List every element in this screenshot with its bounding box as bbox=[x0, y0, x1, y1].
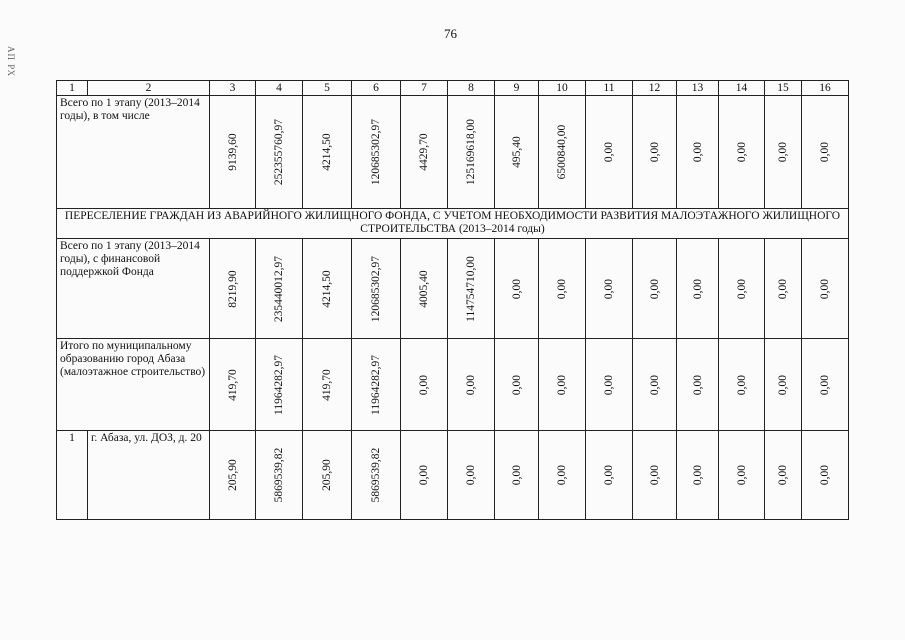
value-cell: 8219,90 bbox=[210, 239, 256, 339]
value-cell: 125169618,00 bbox=[448, 96, 495, 209]
table-row bbox=[57, 339, 849, 431]
value-cell: 0,00 bbox=[586, 239, 633, 339]
header-cell: 11 bbox=[586, 81, 633, 96]
row-label: Итого по муниципальному образованию город Абаза (малоэтажное строительство) bbox=[57, 339, 210, 431]
resettlement-table bbox=[56, 80, 849, 520]
row-label: Всего по 1 этапу (2013–2014 годы), с финансовой поддержкой Фонда bbox=[57, 239, 210, 339]
value-cell: 495,40 bbox=[495, 96, 539, 209]
table-row bbox=[57, 431, 849, 520]
value-cell: 0,00 bbox=[586, 339, 633, 431]
header-cell: 1 bbox=[57, 81, 88, 96]
value-cell: 0,00 bbox=[765, 96, 802, 209]
header-cell: 2 bbox=[88, 81, 210, 96]
value-cell: 0,00 bbox=[719, 339, 765, 431]
value-cell: 4214,50 bbox=[303, 239, 352, 339]
header-cell: 9 bbox=[495, 81, 539, 96]
value-cell: 0,00 bbox=[802, 239, 849, 339]
table-row bbox=[57, 239, 849, 339]
value-cell: 11964282,97 bbox=[352, 339, 401, 431]
value-cell: 0,00 bbox=[633, 339, 677, 431]
value-cell: 0,00 bbox=[719, 431, 765, 520]
header-cell: 7 bbox=[401, 81, 448, 96]
header-cell: 10 bbox=[539, 81, 586, 96]
value-cell: 0,00 bbox=[765, 431, 802, 520]
value-cell: 0,00 bbox=[677, 96, 719, 209]
value-cell: 114754710,00 bbox=[448, 239, 495, 339]
value-cell: 11964282,97 bbox=[256, 339, 303, 431]
value-cell: 0,00 bbox=[802, 431, 849, 520]
value-cell: 5869539,82 bbox=[256, 431, 303, 520]
value-cell: 0,00 bbox=[448, 339, 495, 431]
value-cell: 252355760,97 bbox=[256, 96, 303, 209]
header-cell: 16 bbox=[802, 81, 849, 96]
header-cell: 8 bbox=[448, 81, 495, 96]
value-cell: 235440012,97 bbox=[256, 239, 303, 339]
value-cell: 4005,40 bbox=[401, 239, 448, 339]
header-cell: 14 bbox=[719, 81, 765, 96]
value-cell: 0,00 bbox=[802, 339, 849, 431]
value-cell: 0,00 bbox=[586, 431, 633, 520]
archive-stamp: АП РХ bbox=[6, 46, 16, 78]
header-cell: 15 bbox=[765, 81, 802, 96]
value-cell: 4429,70 bbox=[401, 96, 448, 209]
value-cell: 0,00 bbox=[677, 239, 719, 339]
row-index: 1 bbox=[57, 431, 88, 520]
value-cell: 0,00 bbox=[448, 431, 495, 520]
value-cell: 205,90 bbox=[303, 431, 352, 520]
value-cell: 0,00 bbox=[495, 339, 539, 431]
value-cell: 5869539,82 bbox=[352, 431, 401, 520]
value-cell: 0,00 bbox=[677, 339, 719, 431]
header-cell: 5 bbox=[303, 81, 352, 96]
value-cell: 0,00 bbox=[677, 431, 719, 520]
header-cell: 12 bbox=[633, 81, 677, 96]
value-cell: 0,00 bbox=[719, 239, 765, 339]
value-cell: 0,00 bbox=[539, 431, 586, 520]
value-cell: 9139,60 bbox=[210, 96, 256, 209]
value-cell: 205,90 bbox=[210, 431, 256, 520]
page-number: 76 bbox=[444, 26, 457, 41]
table-row bbox=[57, 96, 849, 209]
value-cell: 0,00 bbox=[765, 239, 802, 339]
value-cell: 0,00 bbox=[495, 431, 539, 520]
section-title: ПЕРЕСЕЛЕНИЕ ГРАЖДАН ИЗ АВАРИЙНОГО ЖИЛИЩНОГО ФОНДА, С УЧЕТОМ НЕОБХОДИМОСТИ РАЗВИТИЯ МАЛОЭТАЖНОГО ЖИЛИЩНОГО СТРОИТЕЛЬСТВА (2013–2014 годы) bbox=[57, 209, 849, 239]
header-cell: 4 bbox=[256, 81, 303, 96]
value-cell: 0,00 bbox=[401, 339, 448, 431]
row-label: г. Абаза, ул. ДОЗ, д. 20 bbox=[88, 431, 210, 520]
value-cell: 0,00 bbox=[401, 431, 448, 520]
value-cell: 0,00 bbox=[495, 239, 539, 339]
value-cell: 6500840,00 bbox=[539, 96, 586, 209]
value-cell: 0,00 bbox=[539, 339, 586, 431]
header-row bbox=[57, 81, 849, 96]
value-cell: 0,00 bbox=[633, 96, 677, 209]
header-cell: 6 bbox=[352, 81, 401, 96]
value-cell: 0,00 bbox=[719, 96, 765, 209]
value-cell: 0,00 bbox=[802, 96, 849, 209]
row-label: Всего по 1 этапу (2013–2014 годы), в том числе bbox=[57, 96, 210, 209]
value-cell: 120685302,97 bbox=[352, 96, 401, 209]
value-cell: 0,00 bbox=[539, 239, 586, 339]
value-cell: 419,70 bbox=[210, 339, 256, 431]
value-cell: 419,70 bbox=[303, 339, 352, 431]
value-cell: 4214,50 bbox=[303, 96, 352, 209]
value-cell: 0,00 bbox=[586, 96, 633, 209]
header-cell: 3 bbox=[210, 81, 256, 96]
section-row bbox=[57, 209, 849, 239]
value-cell: 120685302,97 bbox=[352, 239, 401, 339]
header-cell: 13 bbox=[677, 81, 719, 96]
value-cell: 0,00 bbox=[765, 339, 802, 431]
value-cell: 0,00 bbox=[633, 431, 677, 520]
value-cell: 0,00 bbox=[633, 239, 677, 339]
